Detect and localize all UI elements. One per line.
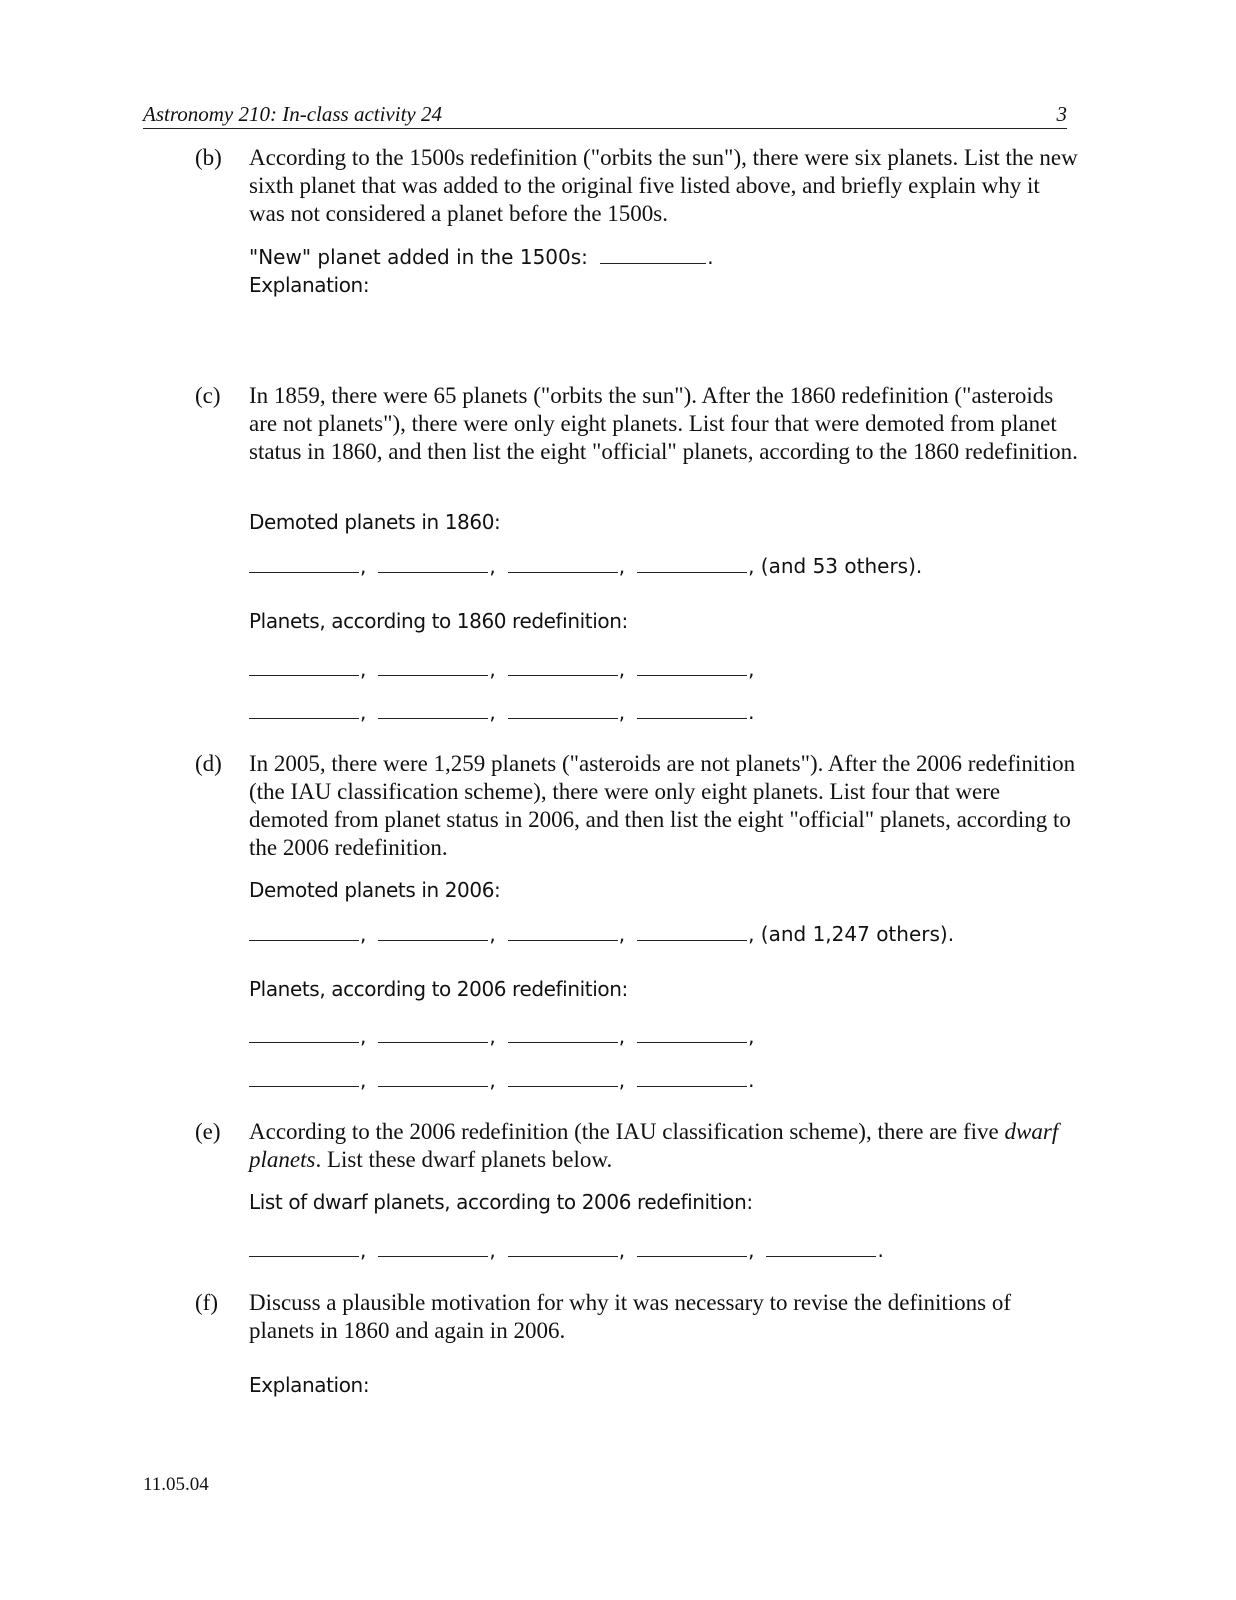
comma: , (360, 1068, 367, 1092)
demoted-label: Demoted planets in 2006: (249, 878, 501, 902)
question-letter: (f) (195, 1290, 218, 1315)
question-text: According to the 1500s redefinition ("orbits the sun"), there were six planets. List the new sixth planet that was added to the original five listed above, and briefly explain why it was not considered a planet before the 1500s. (249, 145, 1078, 226)
answer-blank[interactable] (637, 1066, 747, 1087)
dwarf-list-label: List of dwarf planets, according to 2006 redefinition: (249, 1190, 753, 1214)
demoted-suffix: , (and 53 others). (748, 554, 923, 578)
answer-blank[interactable] (508, 1066, 618, 1087)
demoted-blanks-row (249, 920, 954, 948)
answer-blank[interactable] (249, 698, 359, 719)
new-planet-label: "New" planet added in the 1500s: (249, 245, 588, 269)
answer-blank[interactable] (508, 698, 618, 719)
comma: , (489, 922, 496, 946)
demoted-blanks-row (249, 552, 922, 580)
answer-blank[interactable] (508, 655, 618, 676)
period: . (748, 1068, 755, 1092)
answer-blank[interactable] (378, 655, 488, 676)
answer-blank[interactable] (637, 552, 747, 573)
explanation-label: Explanation: (249, 1373, 370, 1397)
explanation-label: Explanation: (249, 273, 370, 297)
comma: , (360, 1024, 367, 1048)
comma: , (748, 1024, 755, 1048)
answer-blank[interactable] (249, 655, 359, 676)
question-letter: (e) (195, 1119, 221, 1144)
answer-blank[interactable] (766, 1236, 876, 1257)
comma: , (748, 657, 755, 681)
answer-blank[interactable] (637, 1236, 747, 1257)
comma: , (489, 554, 496, 578)
comma: , (618, 1238, 626, 1262)
comma: , (489, 700, 496, 724)
demoted-label: Demoted planets in 1860: (249, 510, 501, 534)
comma: , (618, 922, 626, 946)
question-text: Discuss a plausible motivation for why it was necessary to revise the definitions of planets in 1860 and again in 2006. (249, 1290, 1012, 1343)
answer-blank[interactable] (378, 920, 488, 941)
new-planet-line (249, 243, 714, 271)
comma: , (360, 922, 367, 946)
page-number: 3 (1056, 102, 1067, 126)
comma: , (360, 700, 367, 724)
answer-blank[interactable] (508, 1022, 618, 1043)
comma: , (489, 657, 496, 681)
question-text-part: . List these dwarf planets below. (315, 1147, 613, 1172)
question-text: In 2005, there were 1,259 planets ("asteroids are not planets"). After the 2006 redefinition (the IAU classification scheme), there were only eight planets. List four that were demoted from planet status in 2006, and then list the eight "official" planets, according to the 2006 redefinition. (249, 751, 1076, 860)
comma: , (489, 1238, 496, 1262)
question-text-part: According to the 2006 redefinition (the IAU classification scheme), there are five (249, 1119, 1005, 1144)
comma: , (360, 554, 367, 578)
answer-blank[interactable] (508, 1236, 618, 1257)
comma: , (618, 1024, 626, 1048)
period: . (707, 245, 714, 269)
header-title: Astronomy 210: In-class activity 24 (143, 102, 442, 126)
page-header (143, 100, 1067, 129)
answer-blank[interactable] (378, 698, 488, 719)
answer-blank[interactable] (378, 1022, 488, 1043)
answer-blank[interactable] (249, 920, 359, 941)
comma: , (618, 554, 626, 578)
planets-label: Planets, according to 2006 redefinition: (249, 977, 628, 1001)
comma: , (618, 700, 626, 724)
dwarf-planets-term: dwarf planets (249, 1119, 1059, 1172)
footer-date: 11.05.04 (143, 1474, 209, 1495)
comma: , (618, 1068, 626, 1092)
answer-blank[interactable] (637, 920, 747, 941)
comma: , (360, 657, 367, 681)
planets-blanks-row-2 (249, 1066, 754, 1094)
planets-blanks-row-1 (249, 655, 754, 683)
period: . (877, 1238, 884, 1262)
question-text (249, 1118, 1079, 1174)
answer-blank[interactable] (249, 1236, 359, 1257)
answer-blank[interactable] (378, 552, 488, 573)
question-text: In 1859, there were 65 planets ("orbits the sun"). After the 1860 redefinition ("asteroids are not planets"), there were only eight planets. List four that were demoted from planet status in 1860, and then list the eight "official" planets, according to the 1860 redefinition. (249, 383, 1078, 464)
demoted-suffix: , (and 1,247 others). (748, 922, 955, 946)
answer-blank[interactable] (600, 243, 706, 264)
comma: , (618, 657, 626, 681)
answer-blank[interactable] (508, 920, 618, 941)
comma: , (748, 1238, 755, 1262)
answer-blank[interactable] (508, 552, 618, 573)
comma: , (360, 1238, 367, 1262)
answer-blank[interactable] (637, 655, 747, 676)
dwarf-blanks-row (249, 1236, 884, 1264)
comma: , (489, 1024, 496, 1048)
answer-blank[interactable] (378, 1236, 488, 1257)
planets-blanks-row-2 (249, 698, 754, 726)
answer-blank[interactable] (637, 698, 747, 719)
question-letter: (d) (195, 751, 222, 776)
planets-blanks-row-1 (249, 1022, 754, 1050)
comma: , (489, 1068, 496, 1092)
answer-blank[interactable] (249, 1022, 359, 1043)
period: . (748, 700, 755, 724)
answer-blank[interactable] (249, 552, 359, 573)
answer-blank[interactable] (249, 1066, 359, 1087)
question-letter: (b) (195, 145, 222, 170)
planets-label: Planets, according to 1860 redefinition: (249, 609, 628, 633)
answer-blank[interactable] (637, 1022, 747, 1043)
answer-blank[interactable] (378, 1066, 488, 1087)
question-letter: (c) (195, 383, 221, 408)
